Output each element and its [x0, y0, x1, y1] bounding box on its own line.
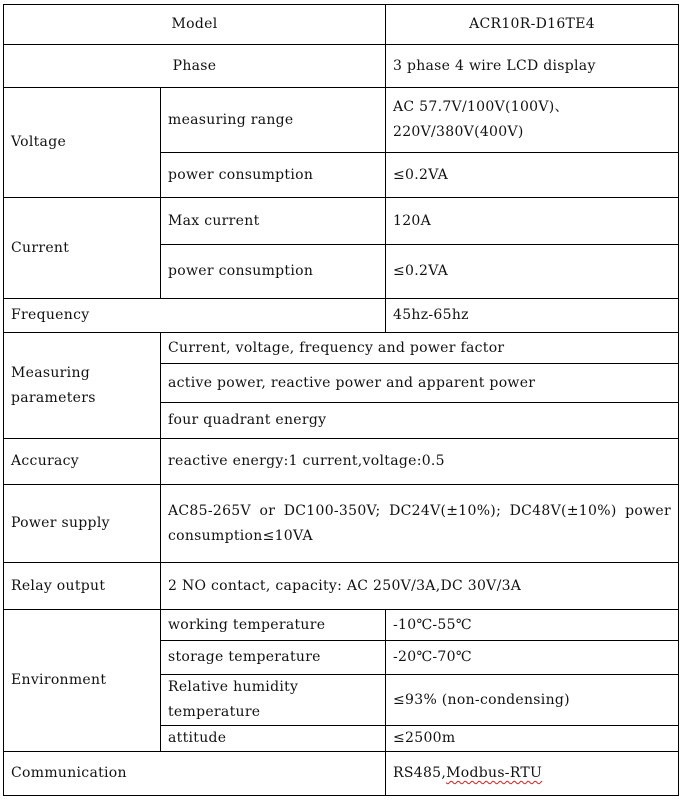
power-supply-label: Power supply [4, 485, 161, 563]
measuring-item-1: Current, voltage, frequency and power factor [161, 333, 679, 364]
env-storage-label: storage temperature [161, 641, 386, 675]
env-working-value: -10℃-55℃ [386, 610, 679, 641]
relay-label: Relay output [4, 563, 161, 610]
communication-rs485: RS485, [393, 765, 447, 781]
voltage-power-label: power consumption [161, 153, 386, 198]
env-storage-value: -20℃-70℃ [386, 641, 679, 675]
row-model [4, 5, 679, 45]
row-env-working [4, 610, 679, 641]
env-humidity-value: ≤93% (non-condensing) [386, 675, 679, 726]
env-humidity-label-line1: Relative humidity [168, 679, 299, 695]
row-current-max [4, 198, 679, 245]
phase-label: Phase [4, 45, 386, 88]
frequency-label: Frequency [4, 299, 386, 333]
measuring-item-3: four quadrant energy [161, 403, 679, 439]
communication-label: Communication [4, 752, 386, 796]
current-max-label: Max current [161, 198, 386, 245]
row-power-supply [4, 485, 679, 563]
measuring-label-line1: Measuring [11, 364, 91, 381]
frequency-value: 45hz-65hz [386, 299, 679, 333]
row-relay [4, 563, 679, 610]
row-phase [4, 45, 679, 88]
row-accuracy [4, 439, 679, 485]
voltage-label: Voltage [4, 88, 161, 198]
measuring-label-line2: parameters [11, 389, 96, 406]
row-measuring-1 [4, 333, 679, 364]
env-altitude-value: ≤2500m [386, 726, 679, 752]
current-power-value: ≤0.2VA [386, 245, 679, 299]
communication-modbus: Modbus-RTU [446, 765, 543, 781]
row-frequency [4, 299, 679, 333]
current-power-label: power consumption [161, 245, 386, 299]
model-value: ACR10R-D16TE4 [386, 5, 679, 45]
env-working-label: working temperature [161, 610, 386, 641]
env-altitude-label: attitude [161, 726, 386, 752]
env-humidity-label [161, 675, 386, 726]
spec-table [3, 4, 679, 796]
voltage-range-line2: 220V/380V(400V) [393, 124, 524, 140]
voltage-range-line1: AC 57.7V/100V(100V)、 [393, 99, 569, 115]
voltage-range-label: measuring range [161, 88, 386, 153]
power-supply-value: AC85-265V or DC100-350V; DC24V(±10%); DC48V(±10%) power consumption≤10VA [161, 485, 679, 563]
voltage-range-value [386, 88, 679, 153]
env-humidity-label-line2: temperature [168, 704, 261, 720]
relay-value: 2 NO contact, capacity: AC 250V/3A,DC 30V/3A [161, 563, 679, 610]
row-voltage-range [4, 88, 679, 153]
current-max-value: 120A [386, 198, 679, 245]
model-label: Model [4, 5, 386, 45]
row-communication [4, 752, 679, 796]
communication-value [386, 752, 679, 796]
measuring-item-2: active power, reactive power and apparent power [161, 364, 679, 403]
phase-value: 3 phase 4 wire LCD display [386, 45, 679, 88]
voltage-power-value: ≤0.2VA [386, 153, 679, 198]
accuracy-value: reactive energy:1 current,voltage:0.5 [161, 439, 679, 485]
measuring-label [4, 333, 161, 439]
accuracy-label: Accuracy [4, 439, 161, 485]
environment-label: Environment [4, 610, 161, 752]
current-label: Current [4, 198, 161, 299]
